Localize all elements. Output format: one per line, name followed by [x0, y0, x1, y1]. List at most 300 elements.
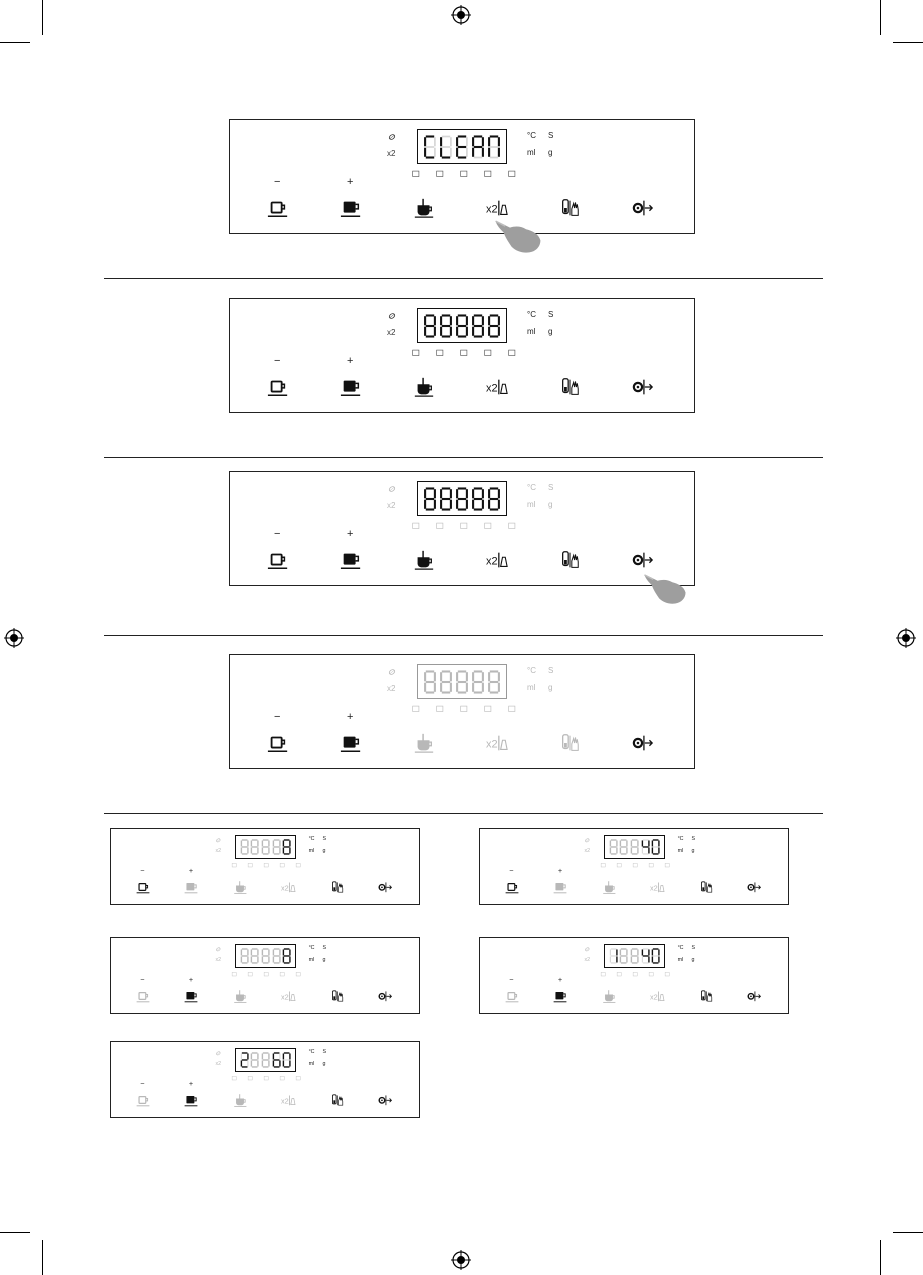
celsius-indicator: °C: [527, 483, 536, 492]
large-cup-button[interactable]: [553, 880, 569, 896]
plus-label: +: [557, 975, 563, 985]
coffee-bean-icon: [387, 311, 397, 321]
settings-exit-icon: [632, 197, 654, 219]
seconds-indicator: S: [548, 131, 554, 140]
lcd-digit: [272, 948, 281, 964]
crop-mark: [880, 0, 881, 35]
large-cup-icon: [184, 1093, 199, 1108]
crop-mark: [893, 42, 923, 43]
minus-label: −: [509, 975, 514, 985]
settings-exit-icon: [632, 376, 654, 398]
lcd-digit: [609, 839, 618, 855]
control-panel: [229, 119, 695, 234]
lcd-digit: [423, 135, 437, 159]
coffee-bean-icon: [387, 132, 397, 142]
double-indicator: x2: [387, 684, 396, 693]
small-cup-icon: [267, 197, 289, 219]
ml-indicator: ml: [308, 1060, 315, 1067]
celsius-indicator: °C: [677, 836, 684, 843]
drip-tray-icon: [435, 348, 445, 358]
ml-indicator: ml: [527, 683, 536, 692]
steam-cup-icon: [602, 989, 617, 1004]
clean-button[interactable]: [699, 989, 715, 1005]
double-cup-button[interactable]: [281, 989, 297, 1005]
large-cup-button[interactable]: [553, 989, 569, 1005]
celsius-indicator: °C: [308, 836, 315, 843]
double-indicator: x2: [387, 328, 396, 337]
bean-hopper-icon: [295, 862, 302, 869]
lcd-digit: [240, 839, 249, 855]
pointing-hand-icon: [643, 572, 687, 605]
large-cup-button[interactable]: [340, 197, 364, 221]
seconds-indicator: S: [548, 666, 554, 675]
lcd-digit: [250, 948, 259, 964]
water-tank-icon: [600, 971, 607, 978]
minus-label: −: [140, 866, 145, 876]
lcd-digit: [619, 948, 628, 964]
clean-hand-icon: [330, 989, 345, 1004]
drip-tray-icon: [616, 971, 623, 978]
small-cup-button[interactable]: [267, 376, 291, 400]
clean-button[interactable]: [330, 989, 346, 1005]
svg-text:x2: x2: [281, 1096, 290, 1106]
registration-mark-icon: [896, 628, 916, 648]
water-tank-icon: [231, 862, 238, 869]
double-indicator: x2: [387, 501, 396, 510]
double-cup-button[interactable]: [486, 732, 510, 756]
grounds-container-icon: [632, 862, 639, 869]
water-tank-icon: [411, 521, 421, 531]
lcd-display: [417, 664, 507, 699]
lcd-digit: [455, 314, 469, 338]
plus-label: +: [347, 528, 354, 540]
celsius-indicator: °C: [677, 945, 684, 952]
small-cup-icon: [267, 732, 289, 754]
svg-text:x2: x2: [650, 992, 659, 1002]
celsius-indicator: °C: [308, 1049, 315, 1056]
settings-exit-button[interactable]: [632, 197, 656, 221]
lcd-digit: [651, 839, 660, 855]
lcd-digit: [641, 948, 650, 964]
coffee-bean-icon: [215, 837, 222, 844]
drip-tray-icon: [247, 862, 254, 869]
ml-indicator: ml: [308, 956, 315, 963]
steam-cup-button[interactable]: [602, 880, 618, 896]
steam-cup-icon: [413, 549, 435, 571]
seconds-indicator: S: [691, 836, 696, 843]
large-cup-button[interactable]: [184, 989, 200, 1005]
plus-label: +: [188, 975, 194, 985]
minus-label: −: [274, 711, 281, 723]
lcd-digit: [282, 839, 291, 855]
steam-cup-button[interactable]: [233, 989, 249, 1005]
grams-indicator: g: [691, 956, 695, 963]
svg-text:x2: x2: [281, 992, 290, 1002]
lcd-digit: [455, 487, 469, 511]
small-cup-button[interactable]: [267, 549, 291, 573]
svg-text:x2: x2: [486, 555, 498, 568]
svg-text:x2: x2: [486, 382, 498, 395]
svg-text:x2: x2: [486, 203, 498, 216]
drip-tray-icon: [247, 1075, 254, 1082]
drip-tray-icon: [435, 521, 445, 531]
grounds-container-icon: [459, 704, 469, 714]
steam-cup-icon: [413, 376, 435, 398]
small-cup-button[interactable]: [505, 989, 521, 1005]
steam-cup-button[interactable]: [602, 989, 618, 1005]
svg-text:x2: x2: [281, 883, 290, 893]
settings-exit-icon: [378, 1093, 393, 1108]
section-divider: [104, 457, 823, 458]
lcd-digit: [240, 1052, 249, 1068]
large-cup-icon: [184, 989, 199, 1004]
double-cup-icon: [650, 989, 665, 1004]
clean-button[interactable]: [559, 376, 583, 400]
descale-icon: [483, 704, 493, 714]
grams-indicator: g: [322, 956, 326, 963]
seconds-indicator: S: [548, 310, 554, 319]
lcd-digit: [471, 135, 485, 159]
clean-hand-icon: [559, 376, 581, 398]
bean-hopper-icon: [507, 169, 517, 179]
double-cup-button[interactable]: [281, 1093, 297, 1109]
steam-cup-button[interactable]: [413, 732, 437, 756]
bean-hopper-icon: [664, 862, 671, 869]
bean-hopper-icon: [507, 704, 517, 714]
ml-indicator: ml: [527, 500, 536, 509]
ml-indicator: ml: [527, 148, 536, 157]
descale-icon: [648, 971, 655, 978]
small-cup-icon: [505, 989, 520, 1004]
small-cup-button[interactable]: [267, 197, 291, 221]
grams-indicator: g: [548, 148, 553, 157]
double-cup-icon: [486, 376, 508, 398]
svg-text:x2: x2: [650, 883, 659, 893]
settings-exit-button[interactable]: [378, 1093, 394, 1109]
celsius-indicator: °C: [308, 945, 315, 952]
seconds-indicator: S: [691, 945, 696, 952]
steam-cup-button[interactable]: [413, 549, 437, 573]
large-cup-button[interactable]: [184, 880, 200, 896]
minus-label: −: [140, 1079, 145, 1089]
double-indicator: x2: [387, 149, 396, 158]
lcd-digit: [487, 135, 501, 159]
lcd-display: [417, 129, 507, 164]
lcd-digit: [630, 839, 639, 855]
lcd-digit: [439, 487, 453, 511]
clean-hand-icon: [699, 880, 714, 895]
steam-cup-icon: [413, 197, 435, 219]
settings-exit-button[interactable]: [378, 880, 394, 896]
seconds-indicator: S: [322, 1049, 327, 1056]
lcd-digit: [439, 314, 453, 338]
settings-exit-icon: [378, 989, 393, 1004]
descale-icon: [648, 862, 655, 869]
grams-indicator: g: [548, 683, 553, 692]
grounds-container-icon: [632, 971, 639, 978]
large-cup-icon: [340, 549, 362, 571]
small-cup-button[interactable]: [136, 880, 152, 896]
registration-mark-icon: [451, 1250, 471, 1270]
drip-tray-icon: [435, 169, 445, 179]
grams-indicator: g: [691, 847, 695, 854]
lcd-digit: [471, 487, 485, 511]
bean-hopper-icon: [664, 971, 671, 978]
steam-cup-icon: [413, 732, 435, 754]
lcd-display: [604, 944, 665, 968]
settings-exit-icon: [632, 732, 654, 754]
settings-exit-button[interactable]: [747, 880, 763, 896]
lcd-digit: [272, 1052, 281, 1068]
clean-hand-icon: [559, 732, 581, 754]
double-cup-button[interactable]: [281, 880, 297, 896]
clean-button[interactable]: [559, 549, 583, 573]
lcd-digit: [272, 839, 281, 855]
control-panel: [479, 937, 789, 1014]
grounds-container-icon: [459, 348, 469, 358]
ml-indicator: ml: [677, 847, 684, 854]
small-cup-button[interactable]: [136, 989, 152, 1005]
double-indicator: x2: [215, 957, 222, 964]
large-cup-icon: [340, 197, 362, 219]
small-cup-icon: [136, 880, 151, 895]
double-cup-button[interactable]: [650, 989, 666, 1005]
small-cup-icon: [267, 376, 289, 398]
double-indicator: x2: [584, 848, 591, 855]
descale-icon: [279, 862, 286, 869]
lcd-digit: [641, 839, 650, 855]
control-panel: [479, 828, 789, 905]
drip-tray-icon: [247, 971, 254, 978]
section-divider: [104, 278, 823, 279]
grounds-container-icon: [459, 169, 469, 179]
coffee-bean-icon: [387, 667, 397, 677]
lcd-digit: [240, 948, 249, 964]
crop-mark: [42, 0, 43, 35]
celsius-indicator: °C: [527, 666, 536, 675]
svg-text:x2: x2: [486, 738, 498, 751]
lcd-digit: [619, 839, 628, 855]
lcd-digit: [250, 1052, 259, 1068]
section-divider: [104, 813, 823, 814]
double-cup-button[interactable]: [486, 549, 510, 573]
lcd-digit: [630, 948, 639, 964]
lcd-digit: [261, 839, 270, 855]
lcd-display: [235, 1048, 296, 1072]
large-cup-button[interactable]: [184, 1093, 200, 1109]
ml-indicator: ml: [677, 956, 684, 963]
small-cup-button[interactable]: [267, 732, 291, 756]
settings-exit-button[interactable]: [378, 989, 394, 1005]
double-cup-icon: [486, 549, 508, 571]
lcd-digit: [455, 670, 469, 694]
lcd-digit: [487, 670, 501, 694]
double-cup-icon: [281, 989, 296, 1004]
lcd-digit: [471, 314, 485, 338]
double-indicator: x2: [584, 957, 591, 964]
double-cup-icon: [281, 1093, 296, 1108]
bean-hopper-icon: [507, 521, 517, 531]
plus-label: +: [347, 355, 354, 367]
small-cup-icon: [505, 880, 520, 895]
control-panel: [229, 298, 695, 413]
bean-hopper-icon: [295, 1075, 302, 1082]
steam-cup-icon: [233, 880, 248, 895]
registration-mark-icon: [451, 5, 471, 25]
lcd-digit: [455, 135, 469, 159]
bean-hopper-icon: [507, 348, 517, 358]
large-cup-button[interactable]: [340, 549, 364, 573]
coffee-bean-icon: [215, 946, 222, 953]
lcd-digit: [439, 135, 453, 159]
descale-icon: [279, 1075, 286, 1082]
lcd-digit: [261, 1052, 270, 1068]
crop-mark: [0, 1232, 30, 1233]
control-panel: [229, 471, 695, 586]
large-cup-icon: [553, 880, 568, 895]
plus-label: +: [188, 1079, 194, 1089]
minus-label: −: [274, 176, 281, 188]
clean-hand-icon: [699, 989, 714, 1004]
settings-exit-icon: [747, 880, 762, 895]
lcd-digit: [423, 314, 437, 338]
clean-hand-icon: [559, 197, 581, 219]
settings-exit-button[interactable]: [747, 989, 763, 1005]
plus-label: +: [188, 866, 194, 876]
clean-button[interactable]: [559, 197, 583, 221]
crop-mark: [42, 1240, 43, 1275]
large-cup-button[interactable]: [340, 376, 364, 400]
grounds-container-icon: [263, 862, 270, 869]
pointing-hand-icon: [494, 218, 542, 254]
crop-mark: [880, 1240, 881, 1275]
ml-indicator: ml: [308, 847, 315, 854]
double-cup-button[interactable]: [486, 376, 510, 400]
double-cup-icon: [486, 732, 508, 754]
minus-label: −: [274, 355, 281, 367]
steam-cup-icon: [233, 1093, 248, 1108]
seconds-indicator: S: [322, 945, 327, 952]
large-cup-icon: [184, 880, 199, 895]
lcd-digit: [651, 948, 660, 964]
bean-hopper-icon: [295, 971, 302, 978]
descale-icon: [279, 971, 286, 978]
clean-button[interactable]: [330, 880, 346, 896]
lcd-digit: [609, 948, 618, 964]
clean-button[interactable]: [559, 732, 583, 756]
registration-mark-icon: [4, 628, 24, 648]
steam-cup-button[interactable]: [413, 197, 437, 221]
water-tank-icon: [600, 862, 607, 869]
grams-indicator: g: [548, 327, 553, 336]
coffee-bean-icon: [584, 946, 591, 953]
grams-indicator: g: [322, 1060, 326, 1067]
coffee-bean-icon: [215, 1050, 222, 1057]
large-cup-icon: [553, 989, 568, 1004]
drip-tray-icon: [616, 862, 623, 869]
double-cup-button[interactable]: [650, 880, 666, 896]
crop-mark: [0, 42, 30, 43]
lcd-digit: [261, 948, 270, 964]
coffee-bean-icon: [584, 837, 591, 844]
large-cup-icon: [340, 376, 362, 398]
lcd-display: [235, 835, 296, 859]
plus-label: +: [347, 711, 354, 723]
control-panel: [110, 828, 420, 905]
steam-cup-icon: [602, 880, 617, 895]
settings-exit-icon: [747, 989, 762, 1004]
steam-cup-button[interactable]: [233, 880, 249, 896]
settings-exit-button[interactable]: [632, 732, 656, 756]
settings-exit-icon: [632, 549, 654, 571]
double-indicator: x2: [215, 1061, 222, 1068]
control-panel: [110, 1041, 420, 1118]
steam-cup-button[interactable]: [233, 1093, 249, 1109]
steam-cup-button[interactable]: [413, 376, 437, 400]
descale-icon: [483, 169, 493, 179]
coffee-bean-icon: [387, 484, 397, 494]
water-tank-icon: [411, 704, 421, 714]
drip-tray-icon: [435, 704, 445, 714]
lcd-digit: [487, 487, 501, 511]
minus-label: −: [509, 866, 514, 876]
grounds-container-icon: [263, 1075, 270, 1082]
lcd-digit: [423, 487, 437, 511]
celsius-indicator: °C: [527, 310, 536, 319]
water-tank-icon: [411, 169, 421, 179]
grounds-container-icon: [459, 521, 469, 531]
lcd-display: [417, 481, 507, 516]
settings-exit-icon: [378, 880, 393, 895]
lcd-digit: [439, 670, 453, 694]
steam-cup-icon: [233, 989, 248, 1004]
plus-label: +: [347, 176, 354, 188]
clean-button[interactable]: [699, 880, 715, 896]
clean-hand-icon: [559, 549, 581, 571]
settings-exit-button[interactable]: [632, 376, 656, 400]
clean-hand-icon: [330, 1093, 345, 1108]
lcd-digit: [471, 670, 485, 694]
ml-indicator: ml: [527, 327, 536, 336]
small-cup-button[interactable]: [136, 1093, 152, 1109]
grounds-container-icon: [263, 971, 270, 978]
small-cup-icon: [136, 1093, 151, 1108]
lcd-digit: [282, 948, 291, 964]
descale-icon: [483, 348, 493, 358]
small-cup-icon: [267, 549, 289, 571]
lcd-display: [417, 308, 507, 343]
control-panel: [110, 937, 420, 1014]
small-cup-icon: [136, 989, 151, 1004]
plus-label: +: [557, 866, 563, 876]
seconds-indicator: S: [322, 836, 327, 843]
double-cup-icon: [650, 880, 665, 895]
small-cup-button[interactable]: [505, 880, 521, 896]
large-cup-button[interactable]: [340, 732, 364, 756]
double-cup-icon: [281, 880, 296, 895]
double-cup-icon: [486, 197, 508, 219]
clean-button[interactable]: [330, 1093, 346, 1109]
lcd-digit: [282, 1052, 291, 1068]
settings-exit-button[interactable]: [632, 549, 656, 573]
crop-mark: [893, 1232, 923, 1233]
grams-indicator: g: [322, 847, 326, 854]
lcd-display: [604, 835, 665, 859]
water-tank-icon: [231, 1075, 238, 1082]
clean-hand-icon: [330, 880, 345, 895]
lcd-digit: [487, 314, 501, 338]
water-tank-icon: [231, 971, 238, 978]
